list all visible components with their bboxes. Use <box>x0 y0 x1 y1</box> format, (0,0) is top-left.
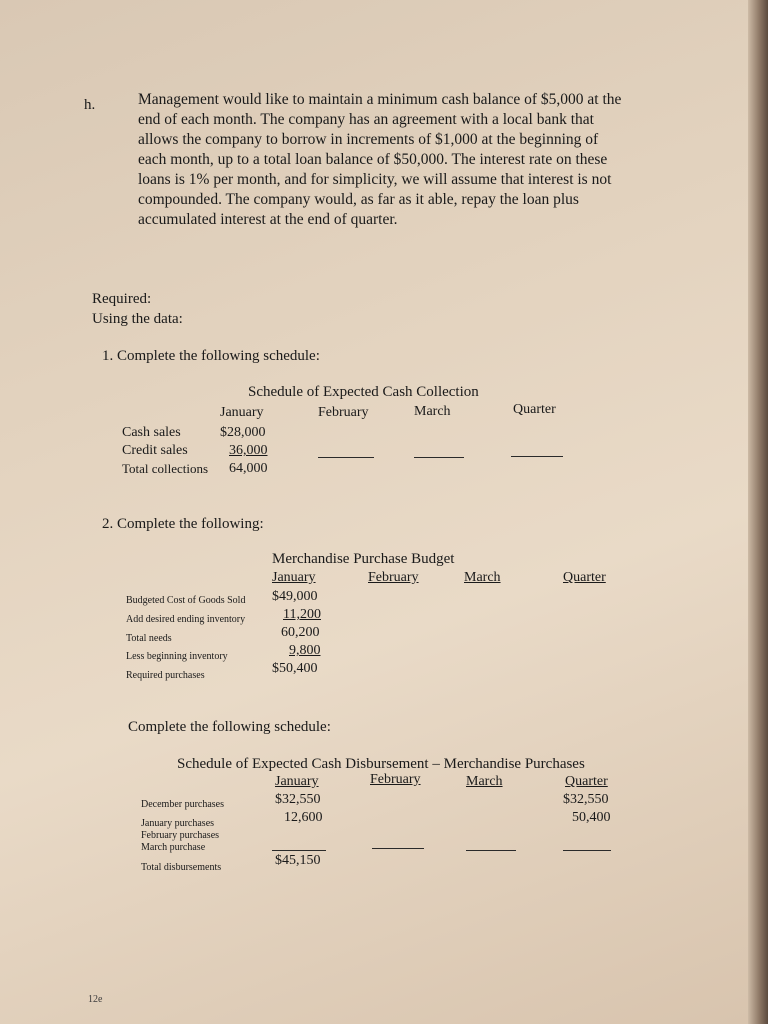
section-h-label: h. <box>84 97 96 113</box>
q3-row-value: $45,150 <box>275 853 321 868</box>
page-edge-shadow <box>748 0 768 1024</box>
blank-march <box>466 850 516 851</box>
blank-quarter <box>563 850 611 851</box>
q1-col-quarter: Quarter <box>513 402 556 417</box>
q2-row-label: Add desired ending inventory <box>126 614 246 625</box>
q3-col-february: February <box>370 772 421 787</box>
blank-february <box>318 457 374 458</box>
q3-heading: Complete the following schedule: <box>128 719 331 735</box>
q1-col-january: January <box>220 405 264 420</box>
q3-row-quarter-value: 50,400 <box>572 810 611 825</box>
q2-row-value: 11,200 <box>283 607 321 622</box>
q3-col-march: March <box>466 774 503 789</box>
required-title: Required: <box>92 291 152 307</box>
q3-row-label: February purchases <box>141 830 220 841</box>
q1-row-value: $28,000 <box>220 425 266 440</box>
q2-col-january: January <box>272 570 316 585</box>
q2-col-quarter: Quarter <box>563 570 606 585</box>
blank-january-total <box>272 850 326 851</box>
paragraph-line: allows the company to borrow in increments of $1,000 at the beginning of <box>138 131 599 148</box>
q1-row-label: Credit sales <box>122 443 188 458</box>
section-h-paragraph <box>138 90 678 230</box>
q1-row-label: Total collections <box>122 461 209 476</box>
q3-row-label: January purchases <box>141 818 215 829</box>
q1-row-value: 64,000 <box>229 461 268 476</box>
paragraph-line: compounded. The company would, as far as it able, repay the loan plus <box>138 191 579 208</box>
q3-col-january: January <box>275 774 319 789</box>
q3-row-label: Total disbursements <box>141 862 222 873</box>
q3-schedule-title: Schedule of Expected Cash Disbursement – Merchandise Purchases <box>177 756 585 772</box>
paragraph-line: Management would like to maintain a minimum cash balance of $5,000 at the <box>138 91 622 108</box>
paragraph-line: each month, up to a total loan balance of $50,000. The interest rate on these <box>138 151 608 168</box>
q2-row-label: Budgeted Cost of Goods Sold <box>126 595 246 606</box>
paragraph-line: end of each month. The company has an agreement with a local bank that <box>138 111 594 128</box>
q2-row-label: Total needs <box>126 633 172 644</box>
q3-row-quarter-value: $32,550 <box>563 792 609 807</box>
paragraph-line: accumulated interest at the end of quarter. <box>138 211 398 228</box>
q2-row-value: 60,200 <box>281 625 320 640</box>
q1-row-value: 36,000 <box>229 443 268 458</box>
q2-row-value: 9,800 <box>289 643 321 658</box>
q2-budget-title: Merchandise Purchase Budget <box>272 551 455 567</box>
q2-row-value: $50,400 <box>272 661 318 676</box>
q3-row-label: December purchases <box>141 799 225 810</box>
q3-row-value: 12,600 <box>284 810 323 825</box>
blank-february <box>372 848 424 849</box>
q2-col-february: February <box>368 570 419 585</box>
required-subtitle: Using the data: <box>92 311 183 327</box>
blank-quarter <box>511 456 563 457</box>
page-mark: 12e <box>88 994 103 1005</box>
q3-row-value: $32,550 <box>275 792 321 807</box>
q2-row-label: Required purchases <box>126 670 205 681</box>
q1-heading: 1. Complete the following schedule: <box>102 348 320 364</box>
q1-col-february: February <box>318 405 369 420</box>
q1-col-march: March <box>414 404 451 419</box>
blank-march <box>414 457 464 458</box>
q1-schedule-title: Schedule of Expected Cash Collection <box>248 384 479 400</box>
q3-col-quarter: Quarter <box>565 774 608 789</box>
paragraph-line: loans is 1% per month, and for simplicity, we will assume that interest is not <box>138 171 612 188</box>
q3-row-label: March purchase <box>141 842 206 853</box>
q2-heading: 2. Complete the following: <box>102 516 264 532</box>
q1-row-label: Cash sales <box>122 425 181 440</box>
q2-row-value: $49,000 <box>272 589 318 604</box>
q2-row-label: Less beginning inventory <box>126 651 228 662</box>
q2-col-march: March <box>464 570 501 585</box>
